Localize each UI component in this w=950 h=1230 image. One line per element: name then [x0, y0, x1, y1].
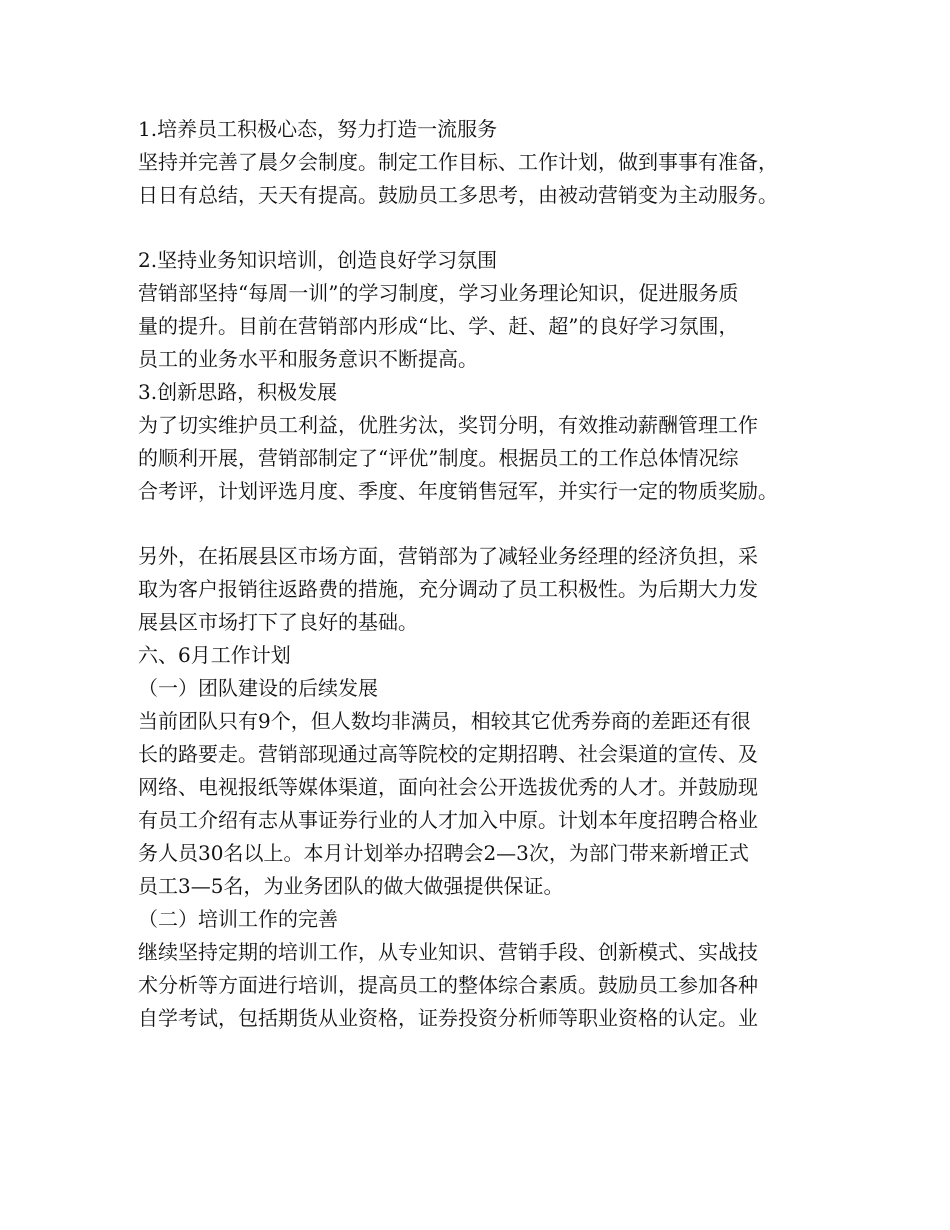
section-heading: 3.创新思路，积极发展: [138, 380, 338, 404]
paragraph-line: 术分析等方面进行培训，提高员工的整体综合素质。鼓励员工参加各种: [138, 973, 758, 997]
paragraph-line: 继续坚持定期的培训工作，从专业知识、营销手段、创新模式、实战技: [138, 940, 758, 964]
paragraph-gap: [138, 508, 838, 540]
subsection-heading: （一）团队建设的后续发展: [138, 676, 378, 700]
document-page: [138, 113, 838, 1035]
paragraph-line: 另外，在拓展县区市场方面，营销部为了减轻业务经理的经济负担，采: [138, 544, 758, 568]
paragraph-line: 长的路要走。营销部现通过高等院校的定期招聘、社会渠道的宣传、及: [138, 742, 758, 766]
paragraph-line: 自学考试，包括期货从业资格，证券投资分析师等职业资格的认定。业: [138, 1006, 758, 1030]
paragraph-line: 有员工介绍有志从事证券行业的人才加入中原。计划本年度招聘合格业: [138, 808, 758, 832]
paragraph-line: 展县区市场打下了良好的基础。: [138, 610, 418, 634]
paragraph-line: 员工的业务水平和服务意识不断提高。: [138, 347, 478, 371]
paragraph-line: 坚持并完善了晨夕会制度。制定工作目标、工作计划，做到事事有准备，: [138, 150, 778, 174]
paragraph-line: 员工3—5名，为业务团队的做大做强提供保证。: [138, 874, 564, 898]
section-heading: 1.培养员工积极心态，努力打造一流服务: [138, 117, 498, 141]
paragraph-gap: [138, 212, 838, 244]
paragraph-line: 务人员30名以上。本月计划举办招聘会2—3次，为部门带来新增正式: [138, 841, 749, 865]
paragraph-line: 取为客户报销往返路费的措施，充分调动了员工积极性。为后期大力发: [138, 577, 758, 601]
paragraph-line: 合考评，计划评选月度、季度、年度销售冠军，并实行一定的物质奖励。: [138, 479, 778, 503]
subsection-heading: （二）培训工作的完善: [138, 907, 338, 931]
paragraph-line: 营销部坚持“每周一训”的学习制度，学习业务理论知识，促进服务质: [138, 281, 739, 305]
paragraph-line: 的顺利开展，营销部制定了“评优”制度。根据员工的工作总体情况综: [138, 446, 739, 470]
section-heading: 2.坚持业务知识培训，创造良好学习氛围: [138, 248, 498, 272]
paragraph-line: 为了切实维护员工利益，优胜劣汰，奖罚分明，有效推动薪酬管理工作: [138, 413, 758, 437]
section-heading: 六、6月工作计划: [138, 643, 291, 667]
paragraph-line: 网络、电视报纸等媒体渠道，面向社会公开选拔优秀的人才。并鼓励现: [138, 775, 758, 799]
paragraph-line: 量的提升。目前在营销部内形成“比、学、赶、超”的良好学习氛围，: [138, 314, 739, 338]
paragraph-line: 当前团队只有9个，但人数均非满员，相较其它优秀券商的差距还有很: [138, 709, 751, 733]
paragraph-line: 日日有总结，天天有提高。鼓励员工多思考，由被动营销变为主动服务。: [138, 183, 778, 207]
